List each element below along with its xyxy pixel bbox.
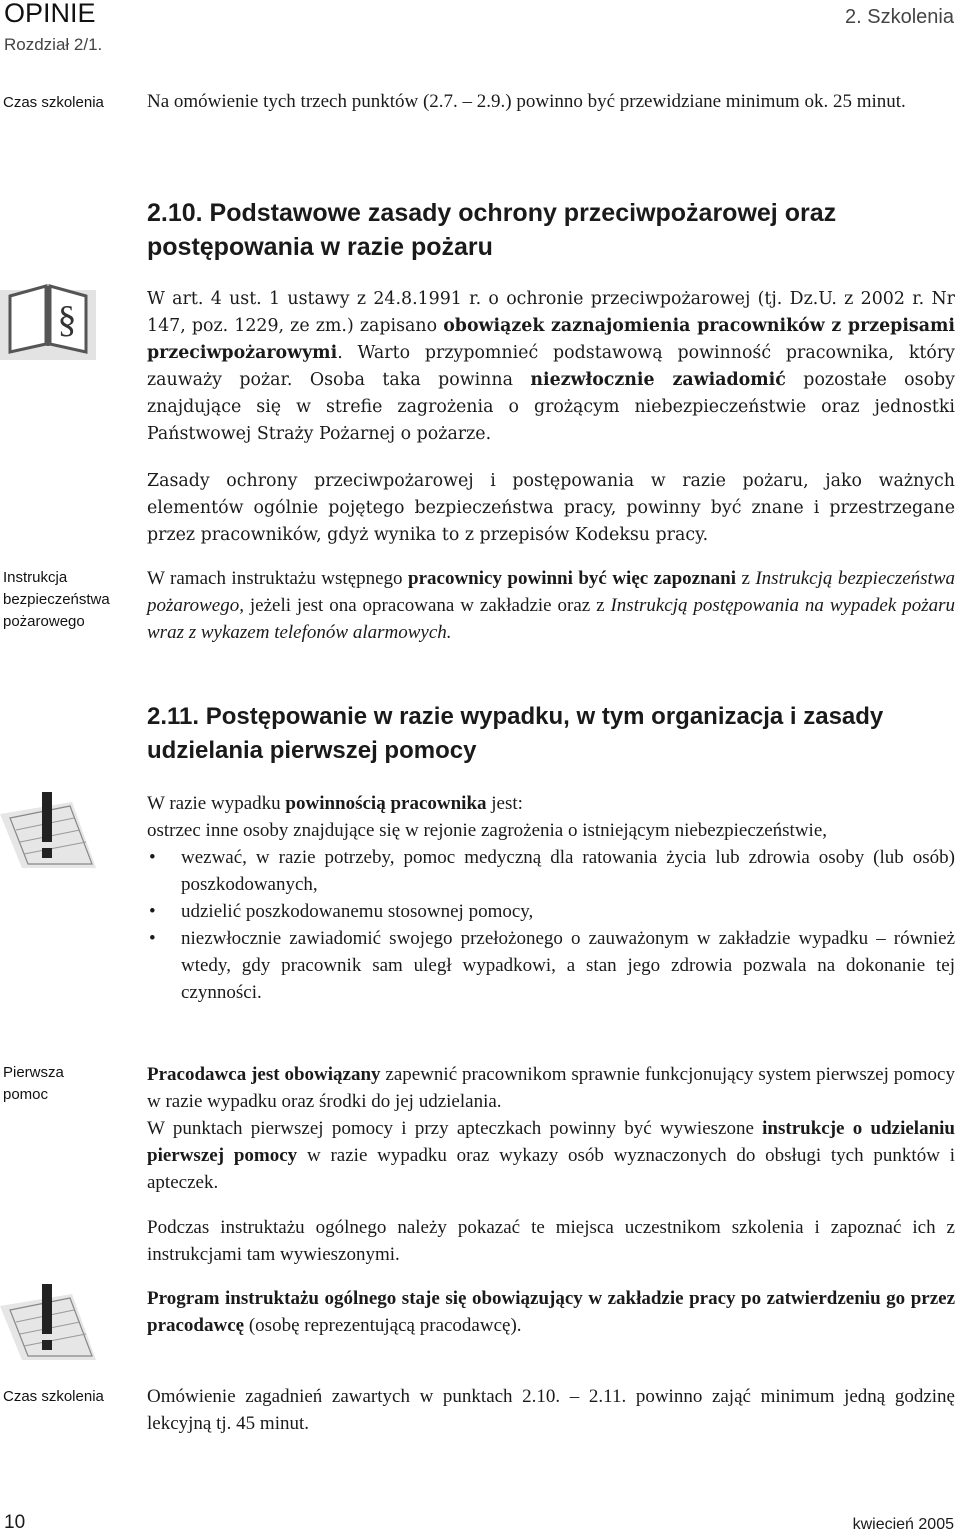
text-run: jeżeli jest ona opracowana w zakładzie oraz z (243, 595, 611, 616)
text-run: W razie wypadku (147, 793, 286, 814)
paragraph-program (147, 1285, 955, 1339)
side-label-pierwsza-pomoc (3, 1062, 64, 1106)
paragraph-line: ostrzec inne osoby znajdujące się w rejonie zagrożenia o istniejącym niebezpieczeństwie, (147, 820, 828, 841)
text-run: zapewnić pracownikom sprawnie funkcjonujący system pierwszej pomocy w razie wypadku oraz środki do jej udzielania. (147, 1064, 955, 1112)
text-run-bold: obowiązek zaznajomienia pracowników z przepisami przeciwpożarowymi (147, 316, 956, 363)
paragraph-instruktaz (147, 565, 955, 646)
side-label-czas-szkolenia-2: Czas szkolenia (3, 1388, 104, 1405)
text-run: w razie wypadku oraz wykazy osób wyznaczonych do obsługi tych punktów i apteczek. (147, 1145, 955, 1193)
text-run-bold: Program instruktażu ogólnego staje się obowiązujący w zakładzie pracy po zatwierdzeniu go przez pracodawcę (147, 1288, 955, 1336)
heading-2-10 (147, 196, 955, 264)
page-header-section: 2. Szkolenia (845, 6, 954, 28)
paragraph-pracodawca (147, 1061, 955, 1196)
duties-list (147, 844, 955, 1006)
side-label-line: Instrukcja (3, 569, 68, 586)
list-item: • udzielić poszkodowanemu stosownej pomocy, (147, 898, 955, 925)
text-run-bold: instrukcje o udzielaniu pierwszej pomocy (147, 1118, 955, 1166)
list-item: • niezwłocznie zawiadomić swojego przełożonego o zauważonym w zakładzie wypadku – również wtedy, gdy pracownik sam uległ wypadkowi, a stan jego zdrowia pozwala na dokonanie tej czynności. (147, 925, 955, 1006)
text-run: jest: (486, 793, 523, 814)
text-run-italic: Instrukcją postępowania na wypadek pożaru wraz z wykazem telefonów alarmowych. (147, 595, 955, 643)
heading-2-10-text: 2.10. Podstawowe zasady ochrony przeciwpożarowej oraz postępowania w razie pożaru (147, 199, 837, 261)
text-run-italic: Instrukcją bezpieczeństwa pożarowego, (147, 568, 956, 616)
page-number: 10 (4, 1512, 26, 1533)
paragraph-zasady: Zasady ochrony przeciwpożarowej i postępowania w razie pożaru, jako ważnych elementów ogólnie pojętego bezpieczeństwa pracy, powinny być znane i przestrzegane przez pracowników, gdyż wynika to z przepisów Kodeksu pracy. (147, 471, 955, 545)
side-label-line: pomoc (3, 1086, 49, 1103)
paragraph-ustawa (147, 286, 955, 448)
text-run: W punktach pierwszej pomocy i przy apteczkach powinny być wywieszone (147, 1118, 763, 1139)
warning-icon (0, 786, 96, 868)
text-run-bold: Pracodawca jest obowiązany (147, 1064, 381, 1085)
side-label-line: pożarowego (3, 613, 85, 630)
text-run: . Warto przypomnieć podstawową powinność pracownika, który zauważy pożar. Osoba taka powinna (147, 343, 955, 390)
text-run: (osobę reprezentującą pracodawcę). (244, 1315, 522, 1336)
side-label-line: bezpieczeństwa (3, 591, 110, 608)
paragraph-line (147, 1061, 955, 1115)
warning-icon (0, 1278, 96, 1360)
side-label-czas-szkolenia: Czas szkolenia (3, 94, 104, 111)
text-run-bold: pracownicy powinni być więc zapoznani (408, 568, 736, 589)
text-run-bold: powinnością pracownika (285, 793, 487, 814)
text-run: z (736, 568, 756, 589)
paragraph-podczas: Podczas instruktażu ogólnego należy pokazać te miejsca uczestnikom szkolenia i zapoznać ich z instrukcjami tam wywieszonymi. (147, 1217, 955, 1265)
text-run: W art. 4 ust. 1 ustawy z 24.8.1991 r. o ochronie przeciwpożarowej (tj. Dz.U. z 2002 r. Nr 147, poz. 1229, ze zm.) zapisano (147, 289, 955, 336)
paragraph-wypadek (147, 790, 955, 1006)
paragraph-line (147, 790, 955, 817)
text-run-bold: niezwłocznie zawiadomić (530, 370, 786, 390)
heading-2-11: 2.11. Postępowanie w razie wypadku, w tym organizacja i zasady udzielania pierwszej pomocy (147, 703, 884, 764)
text-run: W ramach instruktażu wstępnego (147, 568, 409, 589)
text-run: pozostałe osoby znajdujące się w strefie zagrożenia o grożącym niebezpieczeństwie oraz jednostki Państwowej Straży Pożarnej o pożarze. (147, 370, 955, 444)
footer-date: kwiecień 2005 (852, 1516, 954, 1533)
paragraph-czas-2: Omówienie zagadnień zawartych w punktach 2.10. – 2.11. powinno zająć minimum jedną godzinę lekcyjną tj. 45 minut. (147, 1386, 955, 1434)
page-header-chapter: Rozdział 2/1. (4, 35, 103, 54)
page-header-title: OPINIE (4, 0, 96, 28)
side-label-line: Pierwsza (3, 1064, 64, 1081)
paragraph-line (147, 1115, 955, 1196)
side-label-instrukcja (3, 567, 110, 633)
law-book-icon (0, 282, 96, 360)
svg-text:§: § (57, 299, 77, 341)
list-item: • wezwać, w razie potrzeby, pomoc medyczną dla ratowania życia lub zdrowia osoby (lub osób) poszkodowanych, (147, 844, 955, 898)
paragraph-czas-1: Na omówienie tych trzech punktów (2.7. – 2.9.) powinno być przewidziane minimum ok. 25 minut. (147, 91, 906, 112)
